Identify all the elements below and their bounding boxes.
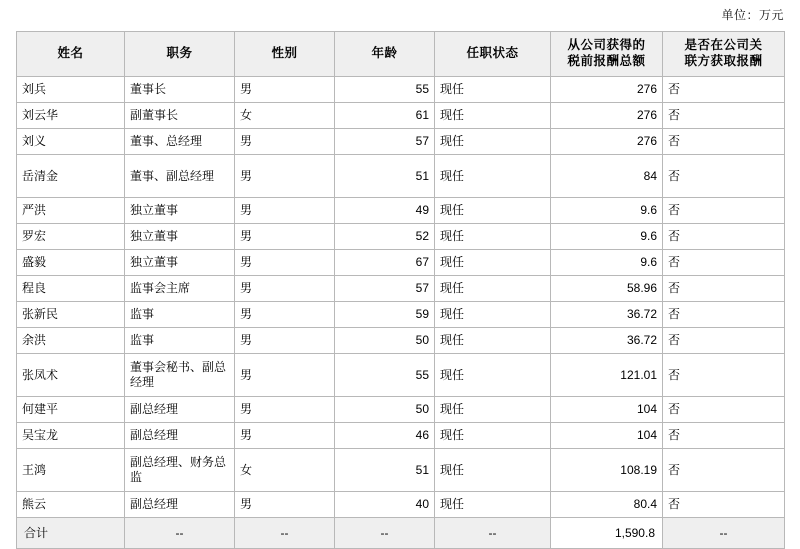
column-header-pretax-pay-line1: 从公司获得的: [567, 38, 646, 53]
cell-status: 现任: [435, 354, 551, 397]
cell-status: 现任: [435, 77, 551, 103]
cell-title: 董事、总经理: [125, 129, 235, 155]
cell-related-party-pay: 否: [663, 354, 785, 397]
cell-gender: 男: [235, 276, 335, 302]
table-row: [17, 492, 785, 518]
cell-gender: 男: [235, 302, 335, 328]
cell-status: 现任: [435, 224, 551, 250]
table-row: [17, 250, 785, 276]
table-row: [17, 129, 785, 155]
cell-name: 吴宝龙: [17, 423, 125, 449]
cell-related-party-pay: 否: [663, 155, 785, 198]
cell-status: 现任: [435, 198, 551, 224]
cell-gender: 男: [235, 354, 335, 397]
table-row: [17, 302, 785, 328]
column-header-age: 年龄: [335, 32, 435, 77]
cell-name: 严洪: [17, 198, 125, 224]
cell-age: 40: [335, 492, 435, 518]
cell-related-party-pay: 否: [663, 397, 785, 423]
cell-title: 监事: [125, 328, 235, 354]
table-row: [17, 449, 785, 492]
cell-age: 50: [335, 397, 435, 423]
cell-pretax-pay: 36.72: [551, 328, 663, 354]
table-row: [17, 103, 785, 129]
cell-name: 程良: [17, 276, 125, 302]
cell-related-party-pay: 否: [663, 129, 785, 155]
table-row: [17, 354, 785, 397]
cell-pretax-pay: 84: [551, 155, 663, 198]
cell-age: 55: [335, 77, 435, 103]
cell-pretax-pay: 9.6: [551, 250, 663, 276]
cell-title: 副总经理、财务总监: [125, 449, 235, 492]
cell-name: 王鸿: [17, 449, 125, 492]
table-header-row: [17, 32, 785, 77]
cell-status: 现任: [435, 423, 551, 449]
executive-compensation-table: [16, 31, 785, 549]
cell-title: 独立董事: [125, 198, 235, 224]
cell-status: 现任: [435, 129, 551, 155]
cell-related-party-pay: 否: [663, 198, 785, 224]
cell-gender: 男: [235, 250, 335, 276]
cell-age: 49: [335, 198, 435, 224]
cell-pretax-pay: 104: [551, 397, 663, 423]
cell-title: 董事长: [125, 77, 235, 103]
cell-gender: 女: [235, 449, 335, 492]
column-header-name: 姓名: [17, 32, 125, 77]
cell-title: 副总经理: [125, 397, 235, 423]
cell-status: 现任: [435, 328, 551, 354]
cell-name: 刘兵: [17, 77, 125, 103]
column-header-related-party-pay-line2: 联方获取报酬: [684, 54, 763, 68]
cell-gender: 男: [235, 224, 335, 250]
cell-gender: 男: [235, 423, 335, 449]
cell-title: 董事会秘书、副总经理: [125, 354, 235, 397]
cell-age: 57: [335, 276, 435, 302]
cell-related-party-pay: 否: [663, 276, 785, 302]
cell-status: 现任: [435, 492, 551, 518]
cell-gender: 男: [235, 155, 335, 198]
cell-status: 现任: [435, 103, 551, 129]
table-row: [17, 155, 785, 198]
table-row: [17, 224, 785, 250]
cell-related-party-pay: 否: [663, 449, 785, 492]
cell-name: 刘义: [17, 129, 125, 155]
table-row: [17, 397, 785, 423]
cell-status: 现任: [435, 276, 551, 302]
table-row: [17, 423, 785, 449]
column-header-related-party-pay: [663, 32, 785, 77]
cell-pretax-pay: 121.01: [551, 354, 663, 397]
cell-title: 副董事长: [125, 103, 235, 129]
cell-pretax-pay: 276: [551, 129, 663, 155]
cell-pretax-pay: 9.6: [551, 224, 663, 250]
cell-name: 盛毅: [17, 250, 125, 276]
total-related-party-dash: --: [663, 518, 785, 549]
total-status-dash: --: [435, 518, 551, 549]
cell-related-party-pay: 否: [663, 302, 785, 328]
cell-name: 张凤术: [17, 354, 125, 397]
cell-title: 监事: [125, 302, 235, 328]
total-pretax-pay: 1,590.8: [551, 518, 663, 549]
cell-name: 罗宏: [17, 224, 125, 250]
cell-related-party-pay: 否: [663, 224, 785, 250]
cell-name: 张新民: [17, 302, 125, 328]
cell-title: 监事会主席: [125, 276, 235, 302]
cell-pretax-pay: 276: [551, 77, 663, 103]
cell-title: 独立董事: [125, 250, 235, 276]
cell-gender: 男: [235, 129, 335, 155]
cell-gender: 男: [235, 198, 335, 224]
cell-gender: 女: [235, 103, 335, 129]
cell-name: 何建平: [17, 397, 125, 423]
cell-name: 岳清金: [17, 155, 125, 198]
cell-pretax-pay: 36.72: [551, 302, 663, 328]
cell-related-party-pay: 否: [663, 103, 785, 129]
cell-name: 刘云华: [17, 103, 125, 129]
cell-pretax-pay: 108.19: [551, 449, 663, 492]
cell-related-party-pay: 否: [663, 77, 785, 103]
column-header-title: 职务: [125, 32, 235, 77]
cell-gender: 男: [235, 492, 335, 518]
cell-related-party-pay: 否: [663, 328, 785, 354]
cell-status: 现任: [435, 449, 551, 492]
cell-age: 57: [335, 129, 435, 155]
total-age-dash: --: [335, 518, 435, 549]
cell-pretax-pay: 276: [551, 103, 663, 129]
cell-pretax-pay: 80.4: [551, 492, 663, 518]
cell-gender: 男: [235, 328, 335, 354]
cell-status: 现任: [435, 155, 551, 198]
column-header-related-party-pay-line1: 是否在公司关: [684, 38, 763, 53]
cell-age: 51: [335, 155, 435, 198]
table-row: [17, 276, 785, 302]
cell-pretax-pay: 104: [551, 423, 663, 449]
cell-age: 52: [335, 224, 435, 250]
table-header: [17, 32, 785, 77]
cell-title: 副总经理: [125, 492, 235, 518]
cell-age: 61: [335, 103, 435, 129]
total-gender-dash: --: [235, 518, 335, 549]
cell-age: 46: [335, 423, 435, 449]
column-header-gender: 性别: [235, 32, 335, 77]
cell-related-party-pay: 否: [663, 423, 785, 449]
table-body: [17, 77, 785, 518]
cell-age: 51: [335, 449, 435, 492]
table-row: [17, 328, 785, 354]
cell-status: 现任: [435, 397, 551, 423]
cell-age: 55: [335, 354, 435, 397]
cell-gender: 男: [235, 397, 335, 423]
table-row: [17, 77, 785, 103]
cell-related-party-pay: 否: [663, 250, 785, 276]
cell-title: 副总经理: [125, 423, 235, 449]
cell-status: 现任: [435, 250, 551, 276]
total-row: [17, 518, 785, 549]
cell-related-party-pay: 否: [663, 492, 785, 518]
cell-pretax-pay: 58.96: [551, 276, 663, 302]
cell-status: 现任: [435, 302, 551, 328]
cell-name: 熊云: [17, 492, 125, 518]
cell-gender: 男: [235, 77, 335, 103]
total-label: 合计: [17, 518, 125, 549]
table-footer: [17, 518, 785, 549]
total-title-dash: --: [125, 518, 235, 549]
cell-title: 董事、副总经理: [125, 155, 235, 198]
column-header-pretax-pay-line2: 税前报酬总额: [567, 54, 646, 68]
cell-name: 余洪: [17, 328, 125, 354]
cell-title: 独立董事: [125, 224, 235, 250]
cell-age: 59: [335, 302, 435, 328]
unit-note: 单位：万元: [721, 8, 784, 22]
column-header-status: 任职状态: [435, 32, 551, 77]
cell-age: 67: [335, 250, 435, 276]
cell-pretax-pay: 9.6: [551, 198, 663, 224]
table-row: [17, 198, 785, 224]
column-header-pretax-pay: [551, 32, 663, 77]
cell-age: 50: [335, 328, 435, 354]
